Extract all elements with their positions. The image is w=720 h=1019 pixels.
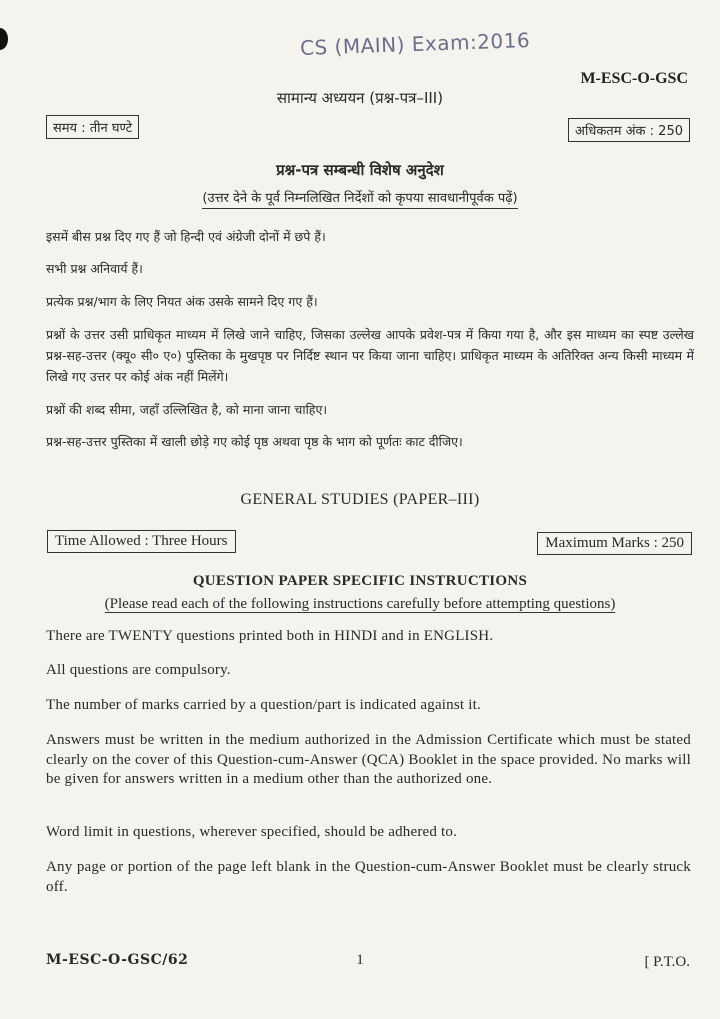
english-paper-title: GENERAL STUDIES (PAPER–III) xyxy=(240,491,480,508)
english-instructions-heading: QUESTION PAPER SPECIFIC INSTRUCTIONS xyxy=(192,573,528,589)
page-number: 1 xyxy=(356,952,364,968)
hindi-instructions-heading: प्रश्न-पत्र सम्बन्धी विशेष अनुदेश xyxy=(276,161,444,179)
please-turn-over: [ P.T.O. xyxy=(644,954,690,970)
hindi-time-box: समय : तीन घण्टे xyxy=(46,115,139,139)
english-marks-box: Maximum Marks : 250 xyxy=(537,532,692,555)
hindi-instruction-5: प्रश्नों की शब्द सीमा, जहाँ उल्लिखित है, को माना जाना चाहिए। xyxy=(46,402,328,417)
hindi-instruction-4: प्रश्नों के उत्तर उसी प्राधिकृत माध्यम में लिखे जाने चाहिए, जिसका उल्लेख आपके प्रवेश-पत्र में किया गया है, और इस माध्यम का स्पष्ट उल्लेख प्रश्न-सह-उत्तर (क्यू० सी० ए०) पुस्तिका के मुखपृष्ठ पर निर्दिष्ट स्थान पर किया जाना चाहिए। प्राधिकृत माध्यम के अतिरिक्त अन्य किसी माध्यम में लिखे गए उत्तर पर कोई अंक नहीं मिलेंगे। xyxy=(46,327,694,384)
english-instruction-1: There are TWENTY questions printed both in HINDI and in ENGLISH. xyxy=(46,628,494,644)
hindi-instruction-3: प्रत्येक प्रश्न/भाग के लिए नियत अंक उसके सामने दिए गए हैं। xyxy=(46,294,318,309)
paper-code: M-ESC-O-GSC xyxy=(580,70,688,87)
hindi-paper-title: सामान्य अध्ययन (प्रश्न-पत्र–III) xyxy=(276,89,444,107)
english-instruction-6: Any page or portion of the page left blank in the Question-cum-Answer Booklet must be clearly struck off. xyxy=(46,859,691,895)
binding-hole-mark xyxy=(0,28,8,50)
hindi-instruction-6: प्रश्न-सह-उत्तर पुस्तिका में खाली छोड़े गए कोई पृष्ठ अथवा पृष्ठ के भाग को पूर्णतः काट दीजिए। xyxy=(46,434,463,449)
english-instruction-5: Word limit in questions, wherever specified, should be adhered to. xyxy=(46,824,458,840)
english-instruction-2: All questions are compulsory. xyxy=(46,662,231,678)
footer-paper-code: M-ESC-O-GSC/62 xyxy=(46,952,189,968)
english-instructions-subheading: (Please read each of the following instructions carefully before attempting questions) xyxy=(104,596,616,612)
exam-stamp: CS (MAIN) Exam:2016 xyxy=(299,27,531,61)
english-instruction-3: The number of marks carried by a question/part is indicated against it. xyxy=(46,697,481,713)
hindi-instruction-1: इसमें बीस प्रश्न दिए गए हैं जो हिन्दी एवं अंग्रेजी दोनों में छपे हैं। xyxy=(46,229,326,244)
hindi-marks-box: अधिकतम अंक : 250 xyxy=(568,118,690,142)
english-instruction-4: Answers must be written in the medium authorized in the Admission Certificate which must be stated clearly on the cover of this Question-cum-Answer (QCA) Booklet in the space provided. No marks will be given for answers written in a medium other than the authorized one. xyxy=(46,732,691,787)
hindi-instruction-2: सभी प्रश्न अनिवार्य हैं। xyxy=(46,261,143,276)
hindi-instructions-subheading: (उत्तर देने के पूर्व निम्नलिखित निर्देशों को कृपया सावधानीपूर्वक पढ़ें) xyxy=(0,188,720,206)
english-time-box: Time Allowed : Three Hours xyxy=(47,530,236,553)
